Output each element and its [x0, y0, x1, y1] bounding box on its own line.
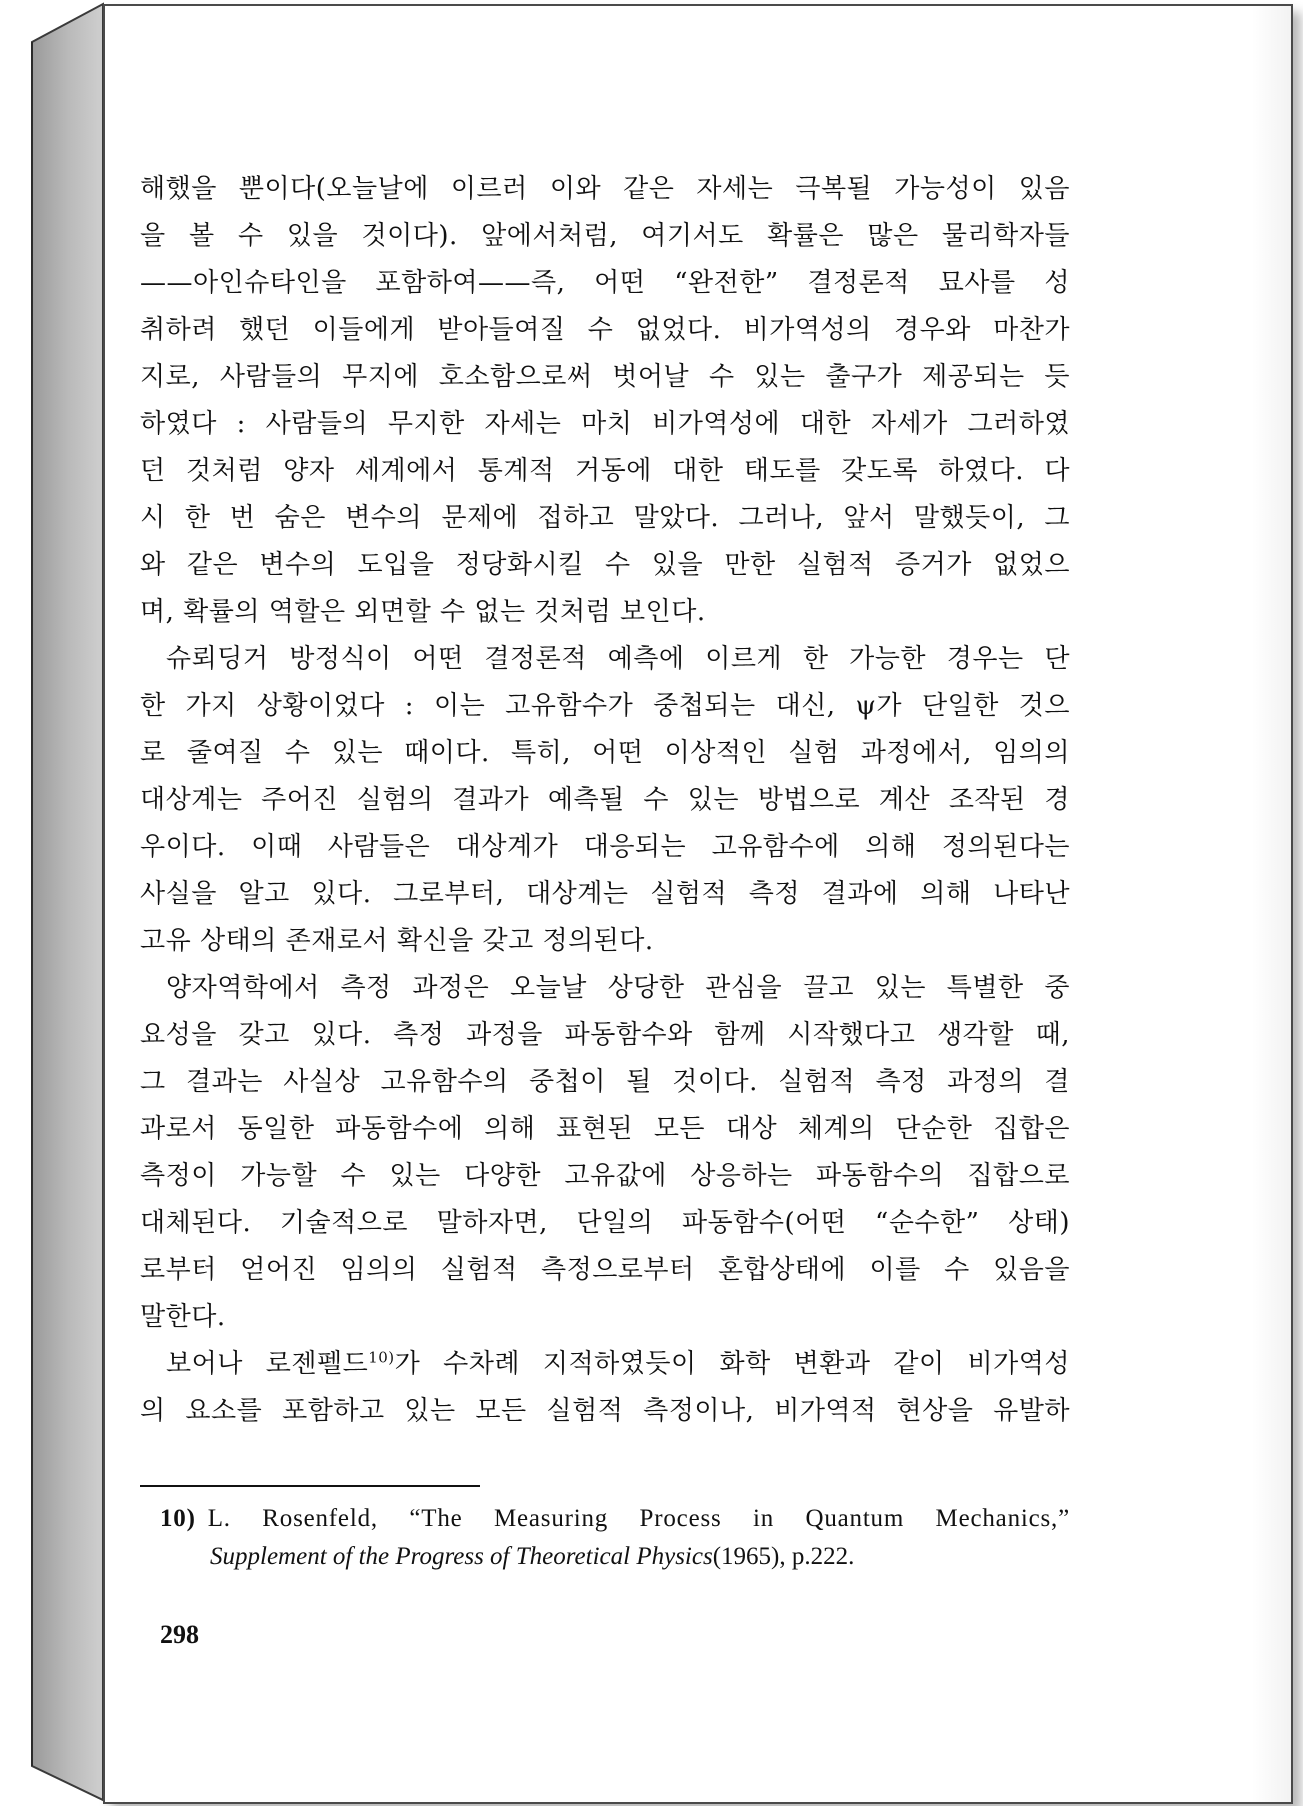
text-line: 그 결과는 사실상 고유함수의 중첩이 될 것이다. 실험적 측정 과정의 결: [140, 1067, 1070, 1097]
text-line: 대상계는 주어진 실험의 결과가 예측될 수 있는 방법으로 계산 조작된 경: [140, 785, 1070, 815]
text-line: 던 것처럼 양자 세계에서 통계적 거동에 대한 태도를 갖도록 하였다. 다: [140, 456, 1070, 486]
footnote-marker: 10): [160, 1505, 196, 1532]
text-segment: 보어나 로젠펠드: [166, 1349, 369, 1379]
text-line: 우이다. 이때 사람들은 대상계가 대응되는 고유함수에 의해 정의된다는: [140, 832, 1070, 862]
text-line: 로부터 얻어진 임의의 실험적 측정으로부터 혼합상태에 이를 수 있음을: [140, 1255, 1070, 1285]
text-line: ——아인슈타인을 포함하여——즉, 어떤 “완전한” 결정론적 묘사를 성: [140, 268, 1070, 298]
footnote-rule: [140, 1485, 480, 1487]
page-number: 298: [160, 1620, 199, 1649]
text-line: 고유 상태의 존재로서 확신을 갖고 정의된다.: [140, 926, 654, 956]
footnote-line-1: [160, 1500, 1070, 1538]
text-line: 해했을 뿐이다(오늘날에 이르러 이와 같은 자세는 극복될 가능성이 있음: [140, 174, 1070, 204]
text-line: 시 한 번 숨은 변수의 문제에 접하고 말았다. 그러나, 앞서 말했듯이, 그: [140, 503, 1070, 533]
text-line: 와 같은 변수의 도입을 정당화시킬 수 있을 만한 실험적 증거가 없었으: [140, 550, 1070, 580]
text-line: 취하려 했던 이들에게 받아들여질 수 없었다. 비가역성의 경우와 마찬가: [140, 315, 1070, 345]
footnote: [160, 1500, 1070, 1576]
footnote-journal: Supplement of the Progress of Theoretical Physics: [210, 1543, 713, 1570]
text-line: 한 가지 상황이었다 : 이는 고유함수가 중첩되는 대신, ψ가 단일한 것으: [140, 691, 1070, 721]
text-line: 대체된다. 기술적으로 말하자면, 단일의 파동함수(어떤 “순수한” 상태): [140, 1208, 1070, 1238]
page-edge-shade: [1251, 6, 1291, 1802]
text-line-with-reference: [140, 1341, 1070, 1388]
footnote-citation: L. Rosenfeld, “The Measuring Process in Quantum Mechanics,”: [207, 1505, 1070, 1532]
text-line: 며, 확률의 역할은 외면할 수 없는 것처럼 보인다.: [140, 597, 706, 627]
text-line: 측정이 가능할 수 있는 다양한 고유값에 상응하는 파동함수의 집합으로: [140, 1161, 1070, 1191]
text-line: 양자역학에서 측정 과정은 오늘날 상당한 관심을 끌고 있는 특별한 중: [166, 973, 1070, 1003]
text-line: 요성을 갖고 있다. 측정 과정을 파동함수와 함께 시작했다고 생각할 때,: [140, 1020, 1070, 1050]
text-line: 슈뢰딩거 방정식이 어떤 결정론적 예측에 이르게 한 가능한 경우는 단: [166, 644, 1070, 674]
book-spine: [0, 0, 110, 1806]
text-line: 말한다.: [140, 1302, 226, 1332]
footnote-line-2: [160, 1538, 1070, 1576]
footnote-year-page: (1965), p.222.: [712, 1543, 855, 1570]
body-text: [140, 166, 1070, 1435]
text-line: 하였다 : 사람들의 무지한 자세는 마치 비가역성에 대한 자세가 그러하였: [140, 409, 1070, 439]
text-line: 을 볼 수 있을 것이다). 앞에서처럼, 여기서도 확률은 많은 물리학자들: [140, 221, 1070, 251]
footnote-reference: 10): [368, 1348, 395, 1367]
text-line: 로 줄여질 수 있는 때이다. 특히, 어떤 이상적인 실험 과정에서, 임의의: [140, 738, 1070, 768]
text-line: 사실을 알고 있다. 그로부터, 대상계는 실험적 측정 결과에 의해 나타난: [140, 879, 1070, 909]
text-line: 과로서 동일한 파동함수에 의해 표현된 모든 대상 체계의 단순한 집합은: [140, 1114, 1070, 1144]
text-segment: 가 수차례 지적하였듯이 화학 변환과 같이 비가역성: [394, 1349, 1070, 1379]
text-line: 지로, 사람들의 무지에 호소함으로써 벗어날 수 있는 출구가 제공되는 듯: [140, 362, 1070, 392]
text-line: 의 요소를 포함하고 있는 모든 실험적 측정이나, 비가역적 현상을 유발하: [140, 1396, 1070, 1426]
